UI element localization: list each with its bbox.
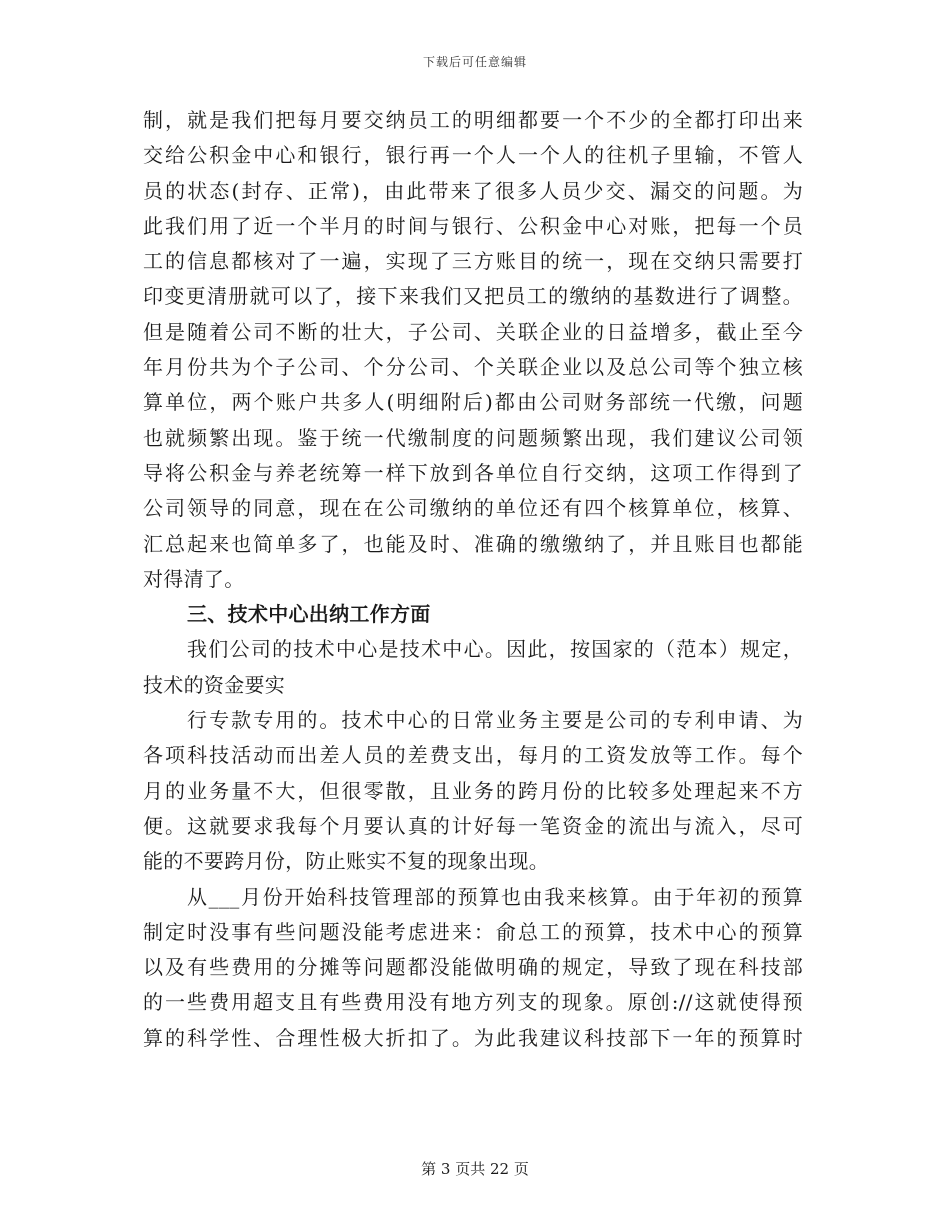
document-body <box>143 103 803 1056</box>
text-line: 技术的资金要实 <box>143 672 286 697</box>
text-line: 以及有些费用的分摊等问题都没能做明确的规定，导致了现在科技部 <box>143 955 803 980</box>
page-footer: 第 3 页共 22 页 <box>421 1160 529 1178</box>
text-line: 此我们用了近一个半月的时间与银行、公积金中心对账，把每一个员 <box>143 213 803 238</box>
section-heading: 三、技术中心出纳工作方面 <box>187 602 431 627</box>
text-line: 导将公积金与养老统筹一样下放到各单位自行交纳，这项工作得到了 <box>143 460 803 485</box>
text-line: 制定时没事有些问题没能考虑进来：俞总工的预算，技术中心的预算 <box>143 919 803 944</box>
text-line: 工的信息都核对了一遍，实现了三方账目的统一，现在交纳只需要打 <box>143 249 803 274</box>
text-line: 对得清了。 <box>143 566 245 591</box>
text-line: 算的科学性、合理性极大折扣了。为此我建议科技部下一年的预算时 <box>143 1025 803 1050</box>
text-line: 月的业务量不大，但很零散，且业务的跨月份的比较多处理起来不方 <box>143 778 803 803</box>
text-line: 便。这就要求我每个月要认真的计好每一笔资金的流出与流入，尽可 <box>143 813 803 838</box>
text-line: 的一些费用超支且有些费用没有地方列支的现象。原创://这就使得预 <box>143 990 803 1015</box>
text-line: 算单位，两个账户共多人(明细附后)都由公司财务部统一代缴，问题 <box>143 390 803 415</box>
page-header: 下载后可任意编辑 <box>422 55 527 69</box>
text-line: 能的不要跨月份，防止账实不复的现象出现。 <box>143 849 549 874</box>
text-line: 我们公司的技术中心是技术中心。因此，按国家的（范本）规定， <box>187 637 803 662</box>
text-line: 汇总起来也简单多了，也能及时、准确的缴缴纳了，并且账目也都能 <box>143 531 803 556</box>
text-line: 年月份共为个子公司、个分公司、个关联企业以及总公司等个独立核 <box>143 355 803 380</box>
text-line: 从___月份开始科技管理部的预算也由我来核算。由于年初的预算 <box>187 884 803 909</box>
text-line: 也就频繁出现。鉴于统一代缴制度的问题频繁出现，我们建议公司领 <box>143 425 803 450</box>
text-line: 但是随着公司不断的壮大，子公司、关联企业的日益增多，截止至今 <box>143 319 803 344</box>
text-line: 制，就是我们把每月要交纳员工的明细都要一个不少的全都打印出来 <box>143 108 803 132</box>
text-line: 交给公积金中心和银行，银行再一个人一个人的往机子里输，不管人 <box>143 143 803 168</box>
text-line: 行专款专用的。技术中心的日常业务主要是公司的专利申请、为 <box>187 708 803 733</box>
text-line: 各项科技活动而出差人员的差费支出，每月的工资发放等工作。每个 <box>143 743 803 768</box>
text-line: 印变更清册就可以了，接下来我们又把员工的缴纳的基数进行了调整。 <box>143 284 803 309</box>
text-line: 公司领导的同意，现在在公司缴纳的单位还有四个核算单位，核算、 <box>143 496 803 521</box>
text-line: 员的状态(封存、正常)，由此带来了很多人员少交、漏交的问题。为 <box>143 178 803 203</box>
